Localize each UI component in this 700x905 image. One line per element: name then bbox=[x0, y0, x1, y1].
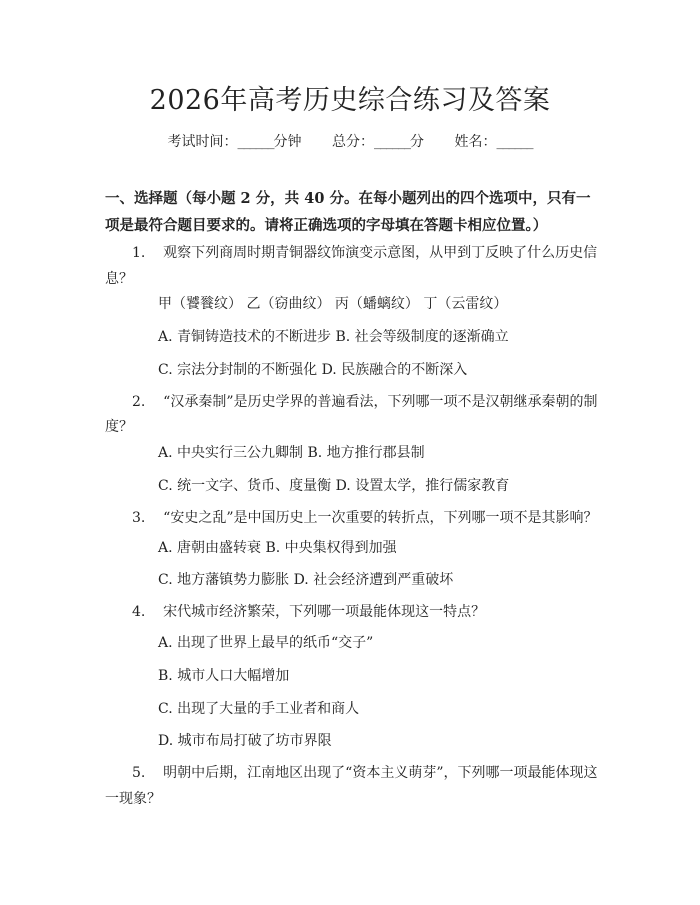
question-number: 3. bbox=[132, 510, 146, 526]
option-line: B. 城市人口大幅增加 bbox=[158, 668, 290, 684]
option-line: C. 地方藩镇势力膨胀 D. 社会经济遭到严重破坏 bbox=[158, 572, 454, 588]
question-stem: 5. 明朝中后期，江南地区出现了“资本主义萌芽”，下列哪一项最能体现这 bbox=[132, 765, 598, 781]
section-heading: 一、选择题（每小题 2 分，共 40 分。在每小题列出的四个选项中，只有一项是最符合题目要求的。请将正确选项的字母填在答题卡相应位置。） bbox=[105, 190, 591, 234]
option-line: A. 出现了世界上最早的纸币“交子” bbox=[158, 635, 374, 651]
option-line: D. 城市布局打破了坊市界限 bbox=[158, 733, 332, 749]
figure-labels: 甲（饕餮纹） 乙（窃曲纹） 丙（蟠螭纹） 丁（云雷纹） bbox=[158, 296, 508, 312]
exam-meta bbox=[0, 131, 700, 151]
option-line: C. 出现了大量的手工业者和商人 bbox=[158, 701, 360, 717]
option-line: A. 青铜铸造技术的不断进步 B. 社会等级制度的逐渐确立 bbox=[158, 329, 509, 345]
question-number: 4. bbox=[132, 604, 146, 620]
exam-time-blank: ______ bbox=[237, 134, 274, 150]
question-stem-continued: 息？ bbox=[105, 271, 133, 287]
exam-time-field: 考试时间：______分钟 bbox=[167, 134, 302, 150]
question-number: 1. bbox=[132, 245, 146, 261]
option-line: A. 中央实行三公九卿制 B. 地方推行郡县制 bbox=[158, 445, 425, 461]
question-stem: 2. “汉承秦制”是历史学界的普遍看法，下列哪一项不是汉朝继承秦朝的制 bbox=[132, 394, 598, 410]
student-name-blank: ______ bbox=[496, 134, 533, 150]
question-number: 2. bbox=[132, 394, 146, 410]
option-line: C. 统一文字、货币、度量衡 D. 设置太学，推行儒家教育 bbox=[158, 478, 510, 494]
total-score-blank: ______ bbox=[374, 134, 410, 150]
page-title: 2026年高考历史综合练习及答案 bbox=[149, 85, 551, 116]
option-line: C. 宗法分封制的不断强化 D. 民族融合的不断深入 bbox=[158, 362, 468, 378]
student-name-field: 姓名：______ bbox=[454, 134, 533, 150]
question-stem: 3. “安史之乱”是中国历史上一次重要的转折点，下列哪一项不是其影响？ bbox=[132, 510, 598, 526]
question-stem-continued: 一现象？ bbox=[105, 791, 161, 807]
question-stem: 1. 观察下列商周时期青铜器纹饰演变示意图，从甲到丁反映了什么历史信 bbox=[132, 245, 598, 261]
question-stem-continued: 度？ bbox=[105, 419, 133, 435]
question-stem: 4. 宋代城市经济繁荣，下列哪一项最能体现这一特点？ bbox=[132, 604, 486, 620]
total-score-field: 总分：______分 bbox=[332, 134, 424, 150]
question-number: 5. bbox=[132, 765, 146, 781]
option-line: A. 唐朝由盛转衰 B. 中央集权得到加强 bbox=[158, 540, 397, 556]
